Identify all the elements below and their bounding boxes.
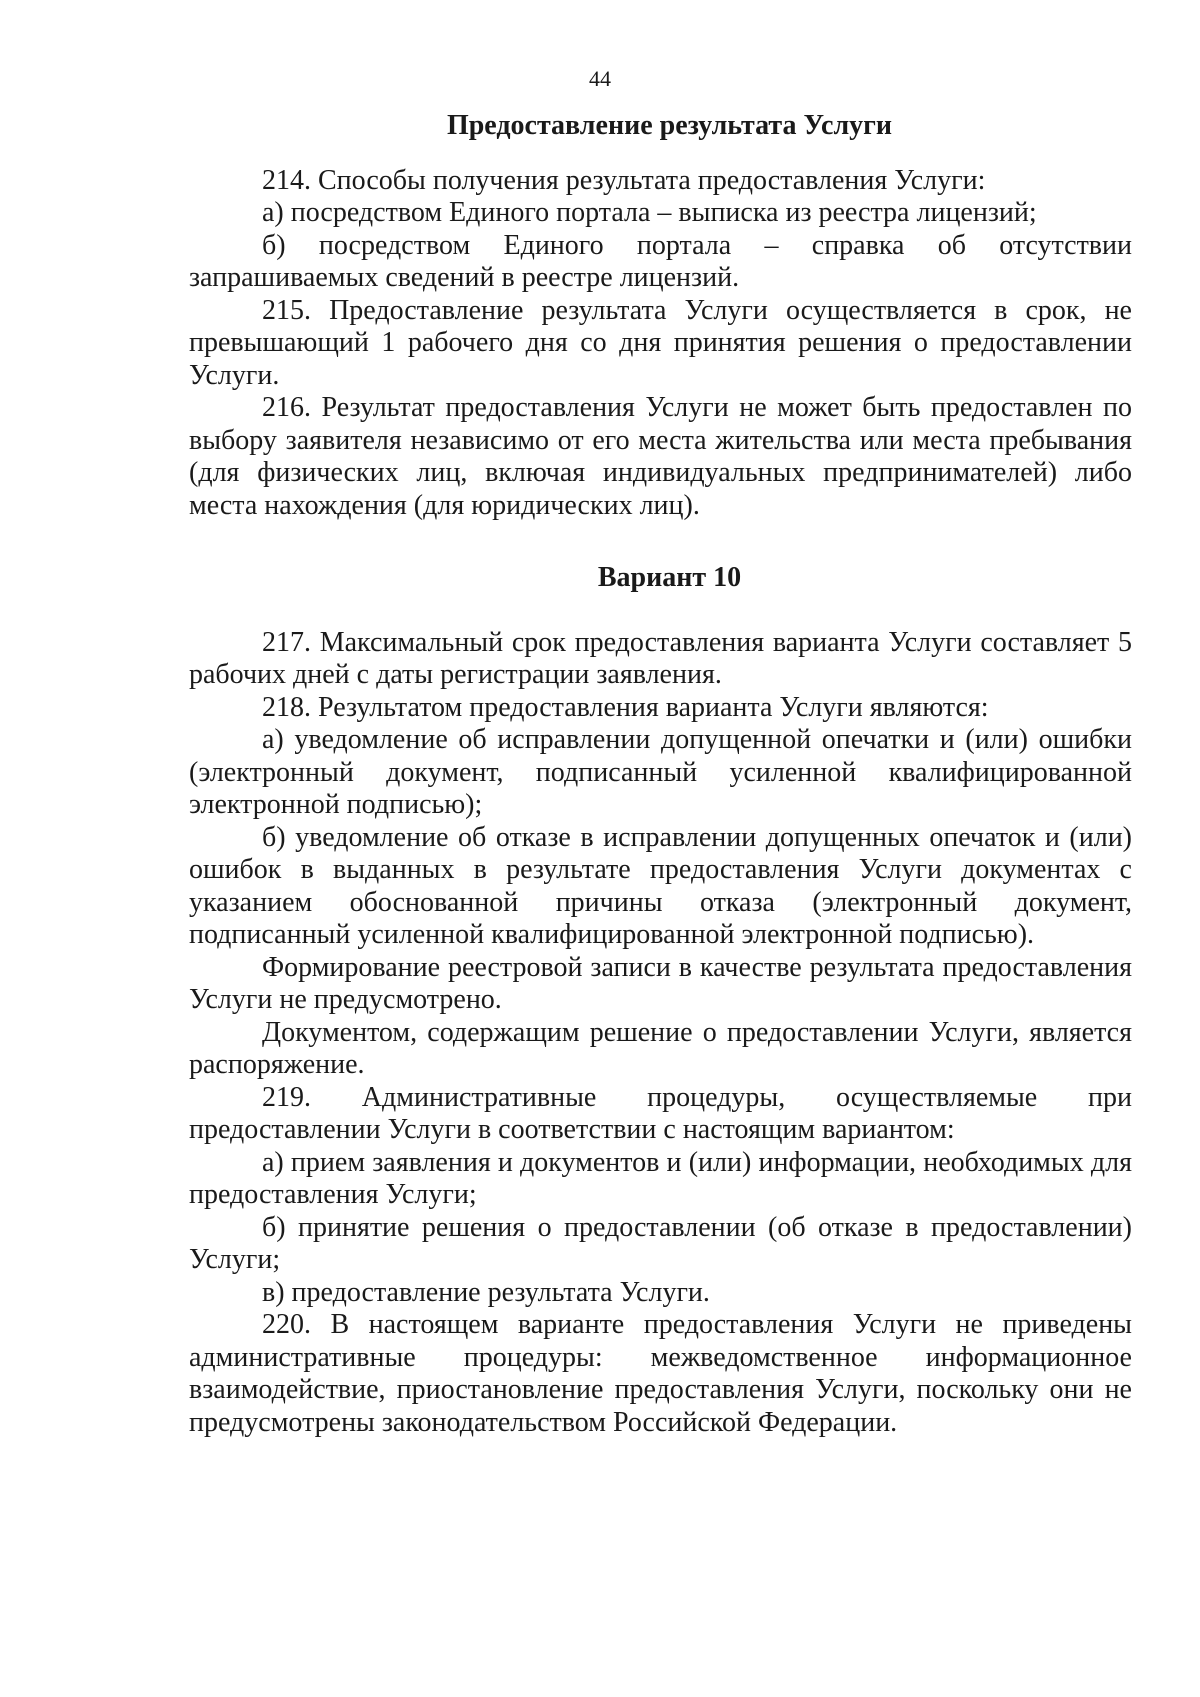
paragraph-219-b: б) принятие решения о предоставлении (об отказе в предоставлении) Услуги; — [189, 1211, 1132, 1275]
paragraph-219: 219. Административные процедуры, осуществляемые при предоставлении Услуги в соответствии с настоящим вариантом: — [189, 1081, 1132, 1145]
paragraph-218-a: а) уведомление об исправлении допущенной опечатки и (или) ошибки (электронный документ, подписанный усиленной квалифицированной электронной подписью); — [189, 724, 1132, 820]
section-heading-result: Предоставление результата Услуги — [446, 110, 893, 141]
paragraph-214: 214. Способы получения результата предоставления Услуги: — [262, 164, 986, 196]
paragraph-218: 218. Результатом предоставления варианта Услуги являются: — [262, 691, 989, 723]
page-number: 44 — [589, 66, 611, 91]
paragraph-215: 215. Предоставление результата Услуги осуществляется в срок, не превышающий 1 рабочего дня со дня принятия решения о предоставлении Услуги. — [189, 294, 1132, 391]
paragraph-218-b: б) уведомление об отказе в исправлении допущенных опечаток и (или) ошибок в выданных в результате предоставления Услуги документах с указанием обоснованной причины отказа (электронный документ, подписанный усиленной квалифицированной электронной подписью). — [189, 821, 1132, 950]
paragraph-219-a: а) прием заявления и документов и (или) информации, необходимых для предоставления Услуги; — [189, 1146, 1132, 1210]
paragraph-216: 216. Результат предоставления Услуги не может быть предоставлен по выбору заявителя независимо от его места жительства или места пребывания (для физических лиц, включая индивидуальных предпринимателей) либо места нахождения (для юридических лиц). — [189, 392, 1132, 521]
paragraph-219-c: в) предоставление результата Услуги. — [262, 1276, 710, 1308]
paragraph-214-a: а) посредством Единого портала – выписка из реестра лицензий; — [262, 197, 1037, 228]
paragraph-214-b: б) посредством Единого портала – справка об отсутствии запрашиваемых сведений в реестре лицензий. — [189, 229, 1132, 293]
paragraph-registry-record: Формирование реестровой записи в качестве результата предоставления Услуги не предусмотрено. — [189, 951, 1132, 1015]
paragraph-decision-document: Документом, содержащим решение о предоставлении Услуги, является распоряжение. — [189, 1016, 1132, 1080]
section-heading-variant: Вариант 10 — [597, 562, 742, 593]
paragraph-220: 220. В настоящем варианте предоставления Услуги не приведены административные процедуры: межведомственное информационное взаимодействие, приостановление предоставления Услуги, поскольку они не предусмотрены законодательством Российской Федерации. — [189, 1309, 1132, 1438]
paragraph-217: 217. Максимальный срок предоставления варианта Услуги составляет 5 рабочих дней с даты регистрации заявления. — [189, 626, 1132, 690]
document-body — [189, 110, 1132, 1439]
